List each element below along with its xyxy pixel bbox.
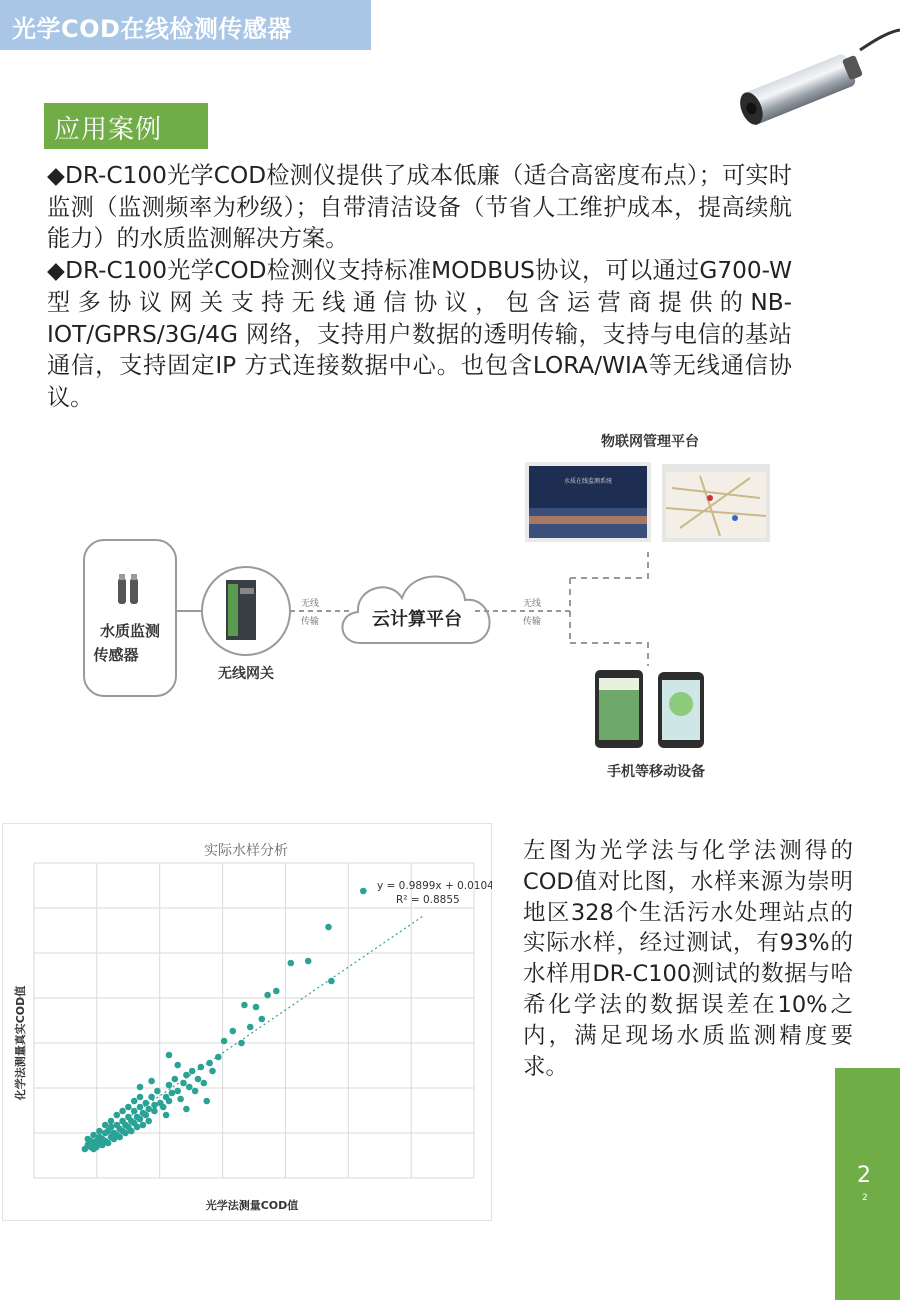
scatter-point bbox=[111, 1136, 118, 1143]
gateway-label: 无线网关 bbox=[218, 666, 274, 682]
intro-text bbox=[47, 160, 792, 414]
scatter-point bbox=[259, 1016, 266, 1023]
scatter-point bbox=[148, 1078, 155, 1085]
scatter-point bbox=[189, 1068, 196, 1075]
scatter-point bbox=[143, 1100, 150, 1107]
sensor-product-image bbox=[710, 20, 900, 150]
scatter-point bbox=[131, 1108, 138, 1115]
scatter-point bbox=[96, 1128, 103, 1135]
gateway-icon bbox=[226, 580, 256, 640]
scatter-point bbox=[108, 1124, 115, 1131]
scatter-point bbox=[137, 1084, 144, 1091]
sensor-label-line1: 水质监测 bbox=[99, 622, 161, 640]
scatter-point bbox=[108, 1118, 115, 1125]
scatter-point bbox=[209, 1068, 216, 1075]
scatter-point bbox=[131, 1098, 138, 1105]
header-bar bbox=[0, 0, 371, 50]
scatter-point bbox=[122, 1130, 129, 1137]
scatter-point bbox=[166, 1098, 173, 1105]
scatter-point bbox=[360, 888, 367, 895]
scatter-point bbox=[325, 924, 332, 931]
scatter-point bbox=[137, 1104, 144, 1111]
page-title: 光学COD在线检测传感器 bbox=[12, 15, 292, 43]
scatter-point bbox=[305, 958, 312, 965]
scatter-point bbox=[114, 1112, 121, 1119]
trendline-r2: R² = 0.8855 bbox=[396, 894, 460, 906]
scatter-point bbox=[273, 988, 280, 995]
network-diagram bbox=[60, 428, 860, 788]
scatter-point bbox=[166, 1082, 173, 1089]
scatter-point bbox=[99, 1142, 106, 1149]
scatter-point bbox=[140, 1122, 147, 1129]
trendline-equation: y = 0.9899x + 0.0104 bbox=[377, 880, 492, 892]
monitor-screen-caption: 水质在线监测系统 bbox=[563, 478, 613, 485]
scatter-point bbox=[183, 1106, 190, 1113]
scatter-point bbox=[151, 1102, 158, 1109]
section-tag-label: 应用案例 bbox=[54, 115, 163, 145]
scatter-point bbox=[163, 1112, 170, 1119]
scatter-chart bbox=[2, 823, 492, 1221]
scatter-point bbox=[90, 1132, 97, 1139]
scatter-point bbox=[143, 1112, 150, 1119]
wireless-label-2: 无线 bbox=[522, 599, 542, 609]
scatter-point bbox=[221, 1038, 228, 1045]
page-number-small: 2 bbox=[862, 1193, 868, 1203]
scatter-point bbox=[247, 1024, 254, 1031]
scatter-point bbox=[186, 1084, 193, 1091]
scatter-point bbox=[195, 1076, 202, 1083]
scatter-point bbox=[116, 1134, 123, 1141]
chart-title: 实际水样分析 bbox=[204, 843, 288, 859]
scatter-point bbox=[137, 1116, 144, 1123]
map-screen-image bbox=[662, 464, 770, 542]
intro-paragraph-1: ◆DR-C100光学COD检测仪提供了成本低廉（适合高密度布点）；可实时监测（监测频率为秒级）；自带清洁设备（节省人工维护成本，提高续航能力）的水质监测解决方案。 bbox=[47, 162, 792, 253]
chart-description: 左图为光学法与化学法测得的COD值对比图，水样来源为崇明地区328个生活污水处理站点的实际水样，经过测试，有93%的水样用DR-C100测试的数据与哈希化学法的数据误差在10%之内，满足现场水质监测精度要求。 bbox=[523, 838, 853, 1080]
scatter-point bbox=[177, 1096, 184, 1103]
tablet-image bbox=[595, 670, 643, 748]
page-number: 2 bbox=[857, 1163, 871, 1188]
iot-platform-label: 物联网管理平台 bbox=[601, 434, 699, 450]
scatter-point bbox=[102, 1122, 109, 1129]
scatter-point bbox=[85, 1136, 92, 1143]
cloud-label: 云计算平台 bbox=[372, 609, 462, 630]
transfer-label-1: 传输 bbox=[300, 617, 320, 627]
scatter-point bbox=[119, 1108, 126, 1115]
scatter-point bbox=[166, 1052, 173, 1059]
scatter-point bbox=[253, 1004, 260, 1011]
scatter-point bbox=[172, 1076, 179, 1083]
scatter-point bbox=[169, 1090, 176, 1097]
scatter-point bbox=[174, 1062, 181, 1069]
scatter-point bbox=[174, 1088, 181, 1095]
scatter-point bbox=[148, 1094, 155, 1101]
scatter-point bbox=[128, 1128, 135, 1135]
section-tag bbox=[44, 103, 208, 149]
scatter-point bbox=[134, 1124, 141, 1131]
mobile-label: 手机等移动设备 bbox=[607, 764, 705, 780]
y-axis-label: 化学法测量真实COD值 bbox=[14, 985, 27, 1101]
scatter-point bbox=[288, 960, 295, 967]
scatter-point bbox=[145, 1118, 152, 1125]
scatter-point bbox=[215, 1054, 222, 1061]
x-axis-label: 光学法测量COD值 bbox=[205, 1199, 299, 1212]
transfer-label-2: 传输 bbox=[522, 617, 542, 627]
phone-image bbox=[658, 672, 704, 748]
scatter-point bbox=[105, 1140, 112, 1147]
scatter-point bbox=[180, 1080, 187, 1087]
scatter-point bbox=[145, 1106, 152, 1113]
scatter-point bbox=[192, 1088, 199, 1095]
scatter-point bbox=[151, 1108, 158, 1115]
scatter-point bbox=[238, 1040, 245, 1047]
sensor-box bbox=[84, 540, 176, 696]
scatter-point bbox=[160, 1104, 167, 1111]
scatter-point bbox=[230, 1028, 237, 1035]
scatter-point bbox=[241, 1002, 248, 1009]
scatter-point bbox=[90, 1146, 97, 1153]
scatter-point bbox=[137, 1094, 144, 1101]
scatter-point bbox=[206, 1060, 213, 1067]
sensor-label-line2: 传感器 bbox=[93, 646, 139, 664]
scatter-point bbox=[183, 1072, 190, 1079]
scatter-point bbox=[203, 1098, 210, 1105]
scatter-point bbox=[201, 1080, 208, 1087]
wireless-label-1: 无线 bbox=[300, 599, 320, 609]
scatter-point bbox=[125, 1104, 132, 1111]
scatter-point bbox=[328, 978, 335, 985]
scatter-point bbox=[154, 1088, 161, 1095]
scatter-point bbox=[264, 992, 271, 999]
intro-paragraph-2: ◆DR-C100光学COD检测仪支持标准MODBUS协议，可以通过G700-W型多协议网关支持无线通信协议，包含运营商提供的NB-IOT/GPRS/3G/4G 网络，支持用户数据的透明传输，支持与电信的基站通信，支持固定IP 方式连接数据中心。也包含LORA/WIA等无线通信协议。 bbox=[47, 257, 792, 411]
monitor-screen-image bbox=[525, 462, 651, 542]
scatter-point bbox=[198, 1064, 205, 1071]
